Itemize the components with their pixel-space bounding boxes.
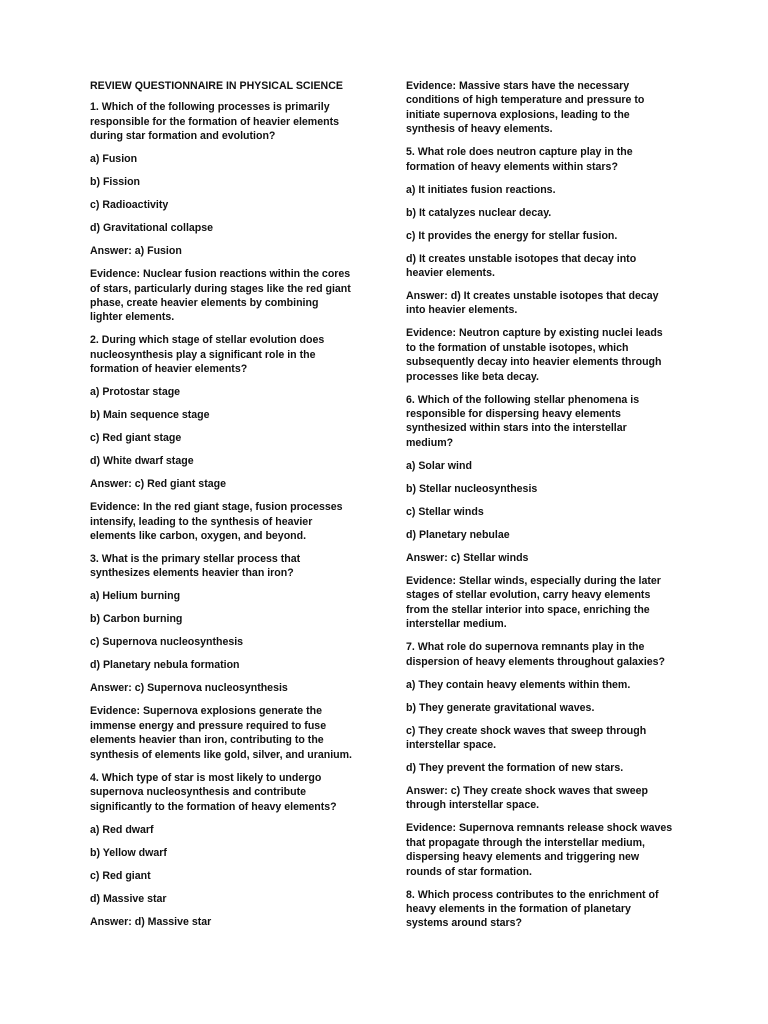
evidence-text: Evidence: Supernova explosions generate the immense energy and pressure required to fuse elements heavier than iron, contributing to the synthesis of elements like gold, silver, and uranium. (90, 705, 352, 761)
option-text: a) They contain heavy elements within them. (406, 678, 631, 691)
answer-text: Answer: c) Red giant stage (90, 478, 226, 491)
question-text: 4. Which type of star is most likely to undergo supernova nucleosynthesis and contribute significantly to the formation of heavy elements? (90, 771, 337, 813)
evidence-text: Evidence: Nuclear fusion reactions within the cores of stars, particularly during stages like the red giant phase, create heavier elements by combining lighter elements. (90, 268, 351, 324)
option-text: c) Supernova nucleosynthesis (90, 636, 244, 649)
option-text: b) Main sequence stage (90, 409, 210, 422)
option-text: b) Carbon burning (90, 613, 183, 626)
option-text: d) Planetary nebulae (406, 528, 510, 541)
option-text: c) They create shock waves that sweep through interstellar space. (406, 724, 647, 751)
question-text: 5. What role does neutron capture play in the formation of heavy elements within stars? (406, 146, 633, 173)
option-text: a) Protostar stage (90, 386, 181, 399)
left-column (90, 79, 372, 938)
option-text: d) They prevent the formation of new stars. (406, 761, 624, 774)
question-text: 8. Which process contributes to the enrichment of heavy elements in the formation of planetary systems around stars? (406, 888, 659, 930)
right-paragraphs (406, 79, 688, 931)
option-text: b) Yellow dwarf (90, 846, 167, 859)
option-text: b) Stellar nucleosynthesis (406, 482, 538, 495)
option-text: a) Fusion (90, 153, 138, 166)
option-text: a) Solar wind (406, 459, 472, 472)
option-text: a) Red dwarf (90, 823, 154, 836)
option-text: d) Planetary nebula formation (90, 659, 240, 672)
option-text: a) It initiates fusion reactions. (406, 183, 556, 196)
answer-text: Answer: c) They create shock waves that sweep through interstellar space. (406, 784, 648, 812)
option-text: d) It creates unstable isotopes that decay into heavier elements. (406, 252, 637, 280)
answer-text: Answer: d) Massive star (90, 915, 212, 928)
evidence-text: Evidence: Supernova remnants release shock waves that propagate through the interstellar medium, dispersing heavy elements and triggering new rounds of star formation. (406, 822, 673, 878)
option-text: d) White dwarf stage (90, 455, 194, 468)
question-text: 7. What role do supernova remnants play in the dispersion of heavy elements throughout galaxies? (406, 641, 666, 668)
answer-text: Answer: d) It creates unstable isotopes that decay into heavier elements. (406, 290, 659, 317)
question-text: 3. What is the primary stellar process that synthesizes elements heavier than iron? (90, 553, 301, 580)
question-text: 2. During which stage of stellar evolution does nucleosynthesis play a significant role in the formation of heavier elements? (90, 334, 325, 376)
option-text: b) Fission (90, 176, 141, 189)
option-text: c) Red giant stage (90, 432, 182, 445)
right-column (406, 79, 688, 939)
evidence-text: Evidence: Massive stars have the necessary conditions of high temperature and pressure to initiate supernova explosions, leading to the synthesis of heavy elements. (406, 80, 645, 136)
answer-text: Answer: c) Stellar winds (406, 551, 529, 564)
question-text: 6. Which of the following stellar phenomena is responsible for dispersing heavy elements synthesized within stars into the interstellar medium? (406, 393, 640, 449)
option-text: d) Gravitational collapse (90, 222, 214, 235)
option-text: b) It catalyzes nuclear decay. (406, 206, 552, 219)
option-text: c) Stellar winds (406, 505, 484, 518)
option-text: c) Red giant (90, 869, 151, 882)
evidence-text: Evidence: In the red giant stage, fusion processes intensify, leading to the synthesis of heavier elements like carbon, oxygen, and beyond. (90, 501, 343, 543)
answer-text: Answer: a) Fusion (90, 245, 182, 258)
left-paragraphs (90, 100, 372, 929)
option-text: d) Massive star (90, 892, 167, 905)
document-title: REVIEW QUESTIONNAIRE IN PHYSICAL SCIENCE (90, 80, 343, 92)
option-text: b) They generate gravitational waves. (406, 701, 595, 714)
option-text: a) Helium burning (90, 590, 181, 603)
evidence-text: Evidence: Neutron capture by existing nuclei leads to the formation of unstable isotopes, which subsequently decay into heavier elements through processes like beta decay. (406, 327, 663, 383)
option-text: c) It provides the energy for stellar fusion. (406, 229, 618, 242)
question-text: 1. Which of the following processes is primarily responsible for the formation of heavier elements during star formation and evolution? (90, 101, 340, 143)
answer-text: Answer: c) Supernova nucleosynthesis (90, 682, 288, 695)
evidence-text: Evidence: Stellar winds, especially during the later stages of stellar evolution, carry heavy elements from the stellar interior into space, enriching the interstellar medium. (406, 574, 661, 631)
option-text: c) Radioactivity (90, 199, 169, 212)
